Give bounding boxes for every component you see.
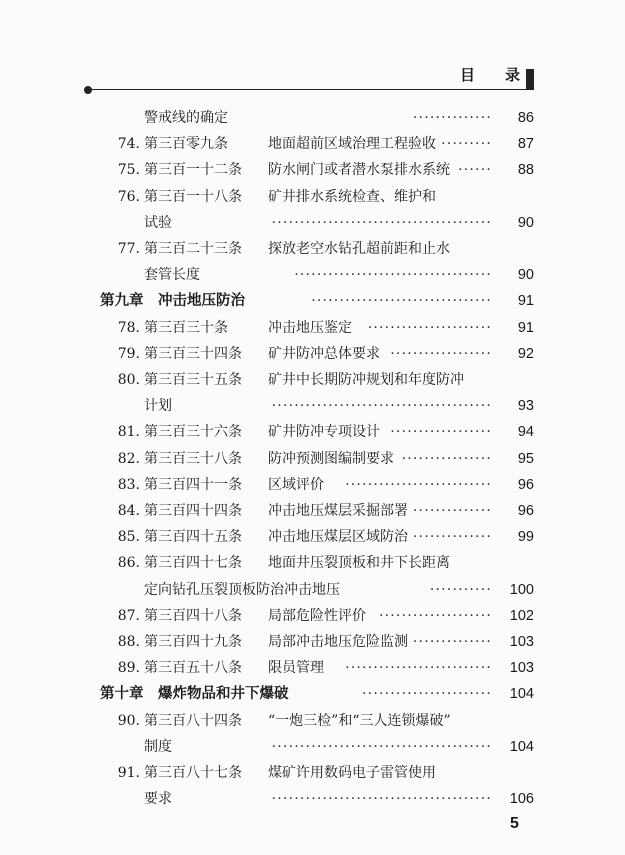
entry-number: 89. [117, 660, 140, 677]
leader-dots: ·············· [412, 634, 492, 650]
entry-page: 103 [509, 634, 534, 650]
entry-number: 87. [117, 607, 140, 624]
toc-entry-continuation[interactable] [100, 577, 534, 603]
toc-chapter-entry[interactable] [100, 288, 534, 314]
toc-entry-continuation[interactable] [100, 210, 534, 236]
header-title: 目 录 [459, 66, 520, 84]
toc-entry[interactable] [100, 524, 534, 550]
entry-article: 第三百三十五条 [144, 372, 242, 388]
entry-title: 地面井压裂顶板和井下长距离 [268, 555, 450, 572]
leader-dots: ······ [458, 162, 492, 179]
toc-entry[interactable] [100, 367, 534, 393]
leader-dots: ················ [401, 450, 492, 467]
entry-title: 矿井防冲总体要求 [268, 345, 380, 362]
toc-entry[interactable] [100, 184, 534, 210]
entry-page: 91 [517, 293, 534, 310]
entry-page: 96 [517, 476, 534, 493]
toc-entry[interactable] [100, 446, 534, 472]
entry-article: 第三百四十九条 [144, 634, 242, 650]
toc-entry[interactable] [100, 236, 534, 262]
leader-dots: ·················· [390, 424, 492, 441]
page-number: 5 [510, 815, 519, 832]
leader-dots: ·············· [412, 529, 492, 546]
entry-page: 99 [517, 529, 534, 546]
leader-dots: ···················· [378, 607, 492, 624]
entry-article: 第三百四十七条 [144, 555, 242, 572]
entry-title: 区域评价 [268, 476, 324, 493]
entry-number: 76. [117, 188, 140, 205]
leader-dots: ··································· [294, 267, 492, 284]
toc-entry-continuation[interactable] [100, 105, 534, 131]
entry-title: 局部冲击地压危险监测 [268, 634, 408, 650]
entry-article: 第三百五十八条 [144, 660, 242, 677]
entry-article: 第三百四十八条 [144, 607, 242, 624]
entry-number: 79. [117, 345, 140, 362]
leader-dots: ········· [441, 136, 492, 153]
toc-entry[interactable] [100, 708, 534, 734]
entry-page: 104 [509, 738, 534, 755]
leader-dots: ·························· [345, 660, 492, 677]
toc-entry[interactable] [100, 131, 534, 157]
leader-dots: ······································· [271, 398, 492, 415]
entry-article: 第三百三十六条 [144, 424, 242, 441]
entry-article: 第三百四十四条 [144, 503, 242, 519]
entry-number: 90. [117, 712, 140, 729]
entry-title: 煤矿许用数码电子雷管使用 [268, 765, 436, 781]
entry-article: 第三百零九条 [144, 136, 228, 153]
entry-article: 第三百三十八条 [144, 450, 242, 467]
leader-dots: ······································· [271, 738, 492, 755]
toc-entry[interactable] [100, 629, 534, 655]
leader-dots: ·············· [412, 503, 492, 519]
leader-dots: ·························· [345, 476, 492, 493]
entry-page: 100 [509, 581, 534, 598]
toc-entry[interactable] [100, 419, 534, 445]
entry-title-continuation: 计划 [144, 398, 172, 415]
entry-number: 91. [117, 765, 140, 781]
entry-number: 83. [117, 476, 140, 493]
entry-title: 局部危险性评价 [268, 607, 366, 624]
entry-number: 85. [117, 529, 140, 546]
toc-entry[interactable] [100, 603, 534, 629]
entry-number: 75. [117, 162, 140, 179]
entry-page: 95 [517, 450, 534, 467]
leader-dots: ······································· [271, 791, 492, 808]
entry-article: 第三百三十条 [144, 319, 228, 336]
leader-dots: ································ [311, 293, 492, 310]
entry-article: 第三百三十四条 [144, 345, 242, 362]
header-rule [88, 89, 534, 90]
entry-number: 74. [117, 136, 140, 153]
leader-dots: ·················· [390, 345, 492, 362]
entry-page: 94 [517, 424, 534, 441]
entry-title: 地面超前区域治理工程验收 [268, 136, 436, 153]
entry-title: 防冲预测图编制要求 [268, 450, 394, 467]
entry-number: 78. [117, 319, 140, 336]
entry-title: 冲击地压煤层采掘部署 [268, 503, 408, 519]
entry-title-continuation: 定向钻孔压裂顶板防治冲击地压 [144, 581, 340, 598]
entry-title: 冲击地压煤层区域防治 [268, 529, 408, 546]
entry-article: 第三百一十八条 [144, 188, 242, 205]
entry-number: 84. [117, 503, 140, 519]
entry-number: 77. [117, 241, 140, 257]
toc-chapter-entry[interactable] [100, 681, 534, 707]
entry-title-continuation: 试验 [144, 214, 172, 231]
entry-page: 87 [517, 136, 534, 153]
toc-entry[interactable] [100, 550, 534, 576]
entry-number: 86. [117, 555, 140, 572]
entry-page: 86 [517, 110, 534, 126]
running-header [84, 62, 534, 90]
entry-title: 防水闸门或者潜水泵排水系统 [268, 162, 450, 179]
entry-title: 矿井排水系统检查、维护和 [268, 188, 436, 205]
entry-title: 冲击地压鉴定 [268, 319, 352, 336]
entry-title: 矿井中长期防冲规划和年度防冲 [268, 372, 464, 388]
chapter-title: 第十章 爆炸物品和井下爆破 [100, 686, 289, 703]
entry-title: “一炮三检”和“三人连锁爆破” [268, 712, 451, 729]
toc-entry[interactable] [100, 157, 534, 183]
toc-entry-continuation[interactable] [100, 262, 534, 288]
entry-page: 103 [509, 660, 534, 677]
leader-dots: ······················· [362, 686, 492, 703]
entry-page: 93 [517, 398, 534, 415]
entry-number: 81. [117, 424, 140, 441]
entry-article: 第三百一十二条 [144, 162, 242, 179]
entry-page: 92 [517, 345, 534, 362]
toc-entry-continuation[interactable] [100, 734, 534, 760]
leader-dots: ······································· [271, 214, 492, 231]
entry-number: 82. [117, 450, 140, 467]
entry-title: 探放老空水钻孔超前距和止水 [268, 241, 450, 257]
entry-article: 第三百八十七条 [144, 765, 242, 781]
entry-title: 矿井防冲专项设计 [268, 424, 380, 441]
leader-dots: ·············· [412, 110, 492, 126]
entry-title-continuation: 要求 [144, 791, 172, 808]
entry-title: 限员管理 [268, 660, 324, 677]
toc-entry[interactable] [100, 498, 534, 524]
toc-entry[interactable] [100, 472, 534, 498]
header-bar [526, 69, 534, 89]
header-rule-dot [84, 86, 92, 94]
entry-page: 90 [517, 214, 534, 231]
entry-page: 91 [517, 319, 534, 336]
entry-page: 96 [517, 503, 534, 519]
leader-dots: ······················ [367, 319, 492, 336]
toc-entry-continuation[interactable] [100, 393, 534, 419]
toc-entry[interactable] [100, 315, 534, 341]
entry-article: 第三百四十一条 [144, 476, 242, 493]
entry-number: 88. [117, 634, 140, 650]
entry-title-continuation: 套管长度 [144, 267, 200, 284]
toc-entry[interactable] [100, 655, 534, 681]
entry-number: 80. [117, 372, 140, 388]
toc-entry[interactable] [100, 341, 534, 367]
toc-entry-continuation[interactable] [100, 786, 534, 812]
entry-article: 第三百四十五条 [144, 529, 242, 546]
entry-page: 102 [509, 607, 534, 624]
entry-page: 106 [509, 791, 534, 808]
leader-dots: ··········· [429, 581, 492, 598]
entry-page: 88 [517, 162, 534, 179]
entry-article: 第三百八十四条 [144, 712, 242, 729]
entry-page: 90 [517, 267, 534, 284]
chapter-title: 第九章 冲击地压防治 [100, 293, 245, 310]
entry-title-continuation: 警戒线的确定 [144, 110, 228, 126]
entry-article: 第三百二十三条 [144, 241, 242, 257]
entry-page: 104 [509, 686, 534, 703]
entry-title-continuation: 制度 [144, 738, 172, 755]
toc-entry[interactable] [100, 760, 534, 786]
